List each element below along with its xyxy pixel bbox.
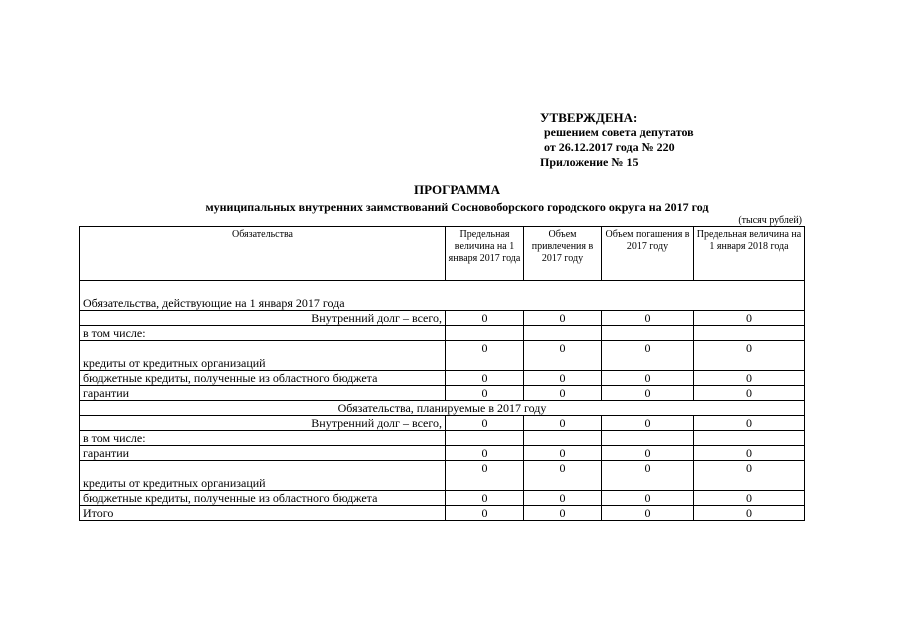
cell-value: 0 (446, 386, 524, 401)
cell-value: 0 (694, 386, 805, 401)
cell-value: 0 (524, 416, 602, 431)
row-label: бюджетные кредиты, полученные из областного бюджета (80, 371, 446, 386)
table-row (80, 446, 805, 461)
cell-value: 0 (446, 461, 524, 491)
column-header-attraction: Объем привлечения в 2017 году (524, 227, 602, 281)
cell-value: 0 (524, 371, 602, 386)
cell-value (602, 326, 694, 341)
cell-value: 0 (694, 446, 805, 461)
cell-value: 0 (694, 491, 805, 506)
cell-value (446, 431, 524, 446)
cell-value (524, 326, 602, 341)
cell-value: 0 (446, 446, 524, 461)
cell-value: 0 (602, 416, 694, 431)
table-row (80, 461, 805, 491)
cell-value (524, 431, 602, 446)
cell-value: 0 (524, 386, 602, 401)
cell-value: 0 (524, 446, 602, 461)
table-row (80, 431, 805, 446)
cell-value: 0 (602, 446, 694, 461)
section-title-planned: Обязательства, планируемые в 2017 году (80, 401, 805, 416)
column-header-limit-2017: Предельная величина на 1 января 2017 года (446, 227, 524, 281)
cell-value: 0 (446, 506, 524, 521)
table-row (80, 416, 805, 431)
row-label: Внутренний долг – всего, (80, 416, 446, 431)
column-header-obligations: Обязательства (80, 227, 446, 281)
cell-value: 0 (602, 386, 694, 401)
approval-date-number: от 26.12.2017 года № 220 (544, 140, 675, 154)
table-row (80, 371, 805, 386)
cell-value: 0 (524, 461, 602, 491)
cell-value (694, 431, 805, 446)
cell-value: 0 (602, 371, 694, 386)
row-label: Итого (80, 506, 446, 521)
table-row (80, 341, 805, 371)
cell-value: 0 (524, 341, 602, 371)
table-row (80, 311, 805, 326)
cell-value: 0 (694, 341, 805, 371)
cell-value: 0 (446, 371, 524, 386)
cell-value: 0 (524, 491, 602, 506)
cell-value: 0 (446, 416, 524, 431)
units-note: (тысяч рублей) (738, 215, 802, 226)
row-label: в том числе: (80, 326, 446, 341)
cell-value: 0 (446, 491, 524, 506)
row-label: Внутренний долг – всего, (80, 311, 446, 326)
row-label: в том числе: (80, 431, 446, 446)
cell-value: 0 (602, 311, 694, 326)
table-row (80, 386, 805, 401)
section-row-planned (80, 401, 805, 416)
row-label: кредиты от кредитных организаций (80, 341, 446, 371)
cell-value: 0 (446, 341, 524, 371)
cell-value: 0 (694, 416, 805, 431)
cell-value: 0 (694, 371, 805, 386)
cell-value (602, 431, 694, 446)
cell-value: 0 (602, 461, 694, 491)
cell-value: 0 (602, 341, 694, 371)
cell-value: 0 (602, 506, 694, 521)
cell-value: 0 (694, 311, 805, 326)
approval-block (540, 110, 694, 170)
table-row (80, 491, 805, 506)
table-row (80, 326, 805, 341)
cell-value: 0 (524, 311, 602, 326)
cell-value (694, 326, 805, 341)
borrowing-program-table (79, 226, 805, 521)
cell-value: 0 (694, 461, 805, 491)
document-title: ПРОГРАММА (414, 182, 500, 197)
section-row-current (80, 281, 805, 311)
document-subtitle: муниципальных внутренних заимствований Сосновоборского городского округа на 2017 год (205, 200, 709, 214)
row-label: гарантии (80, 446, 446, 461)
appendix-number: Приложение № 15 (540, 155, 639, 169)
section-title-current: Обязательства, действующие на 1 января 2017 года (80, 281, 805, 311)
cell-value (446, 326, 524, 341)
cell-value: 0 (524, 506, 602, 521)
row-label: бюджетные кредиты, полученные из областного бюджета (80, 491, 446, 506)
cell-value: 0 (602, 491, 694, 506)
column-header-repayment: Объем погашения в 2017 году (602, 227, 694, 281)
cell-value: 0 (694, 506, 805, 521)
column-header-limit-2018: Предельная величина на 1 января 2018 года (694, 227, 805, 281)
row-label: кредиты от кредитных организаций (80, 461, 446, 491)
table-header-row (80, 227, 805, 281)
cell-value: 0 (446, 311, 524, 326)
approval-decision: решением совета депутатов (544, 125, 694, 139)
approval-title: УТВЕРЖДЕНА: (540, 110, 638, 125)
table-row-total (80, 506, 805, 521)
row-label: гарантии (80, 386, 446, 401)
